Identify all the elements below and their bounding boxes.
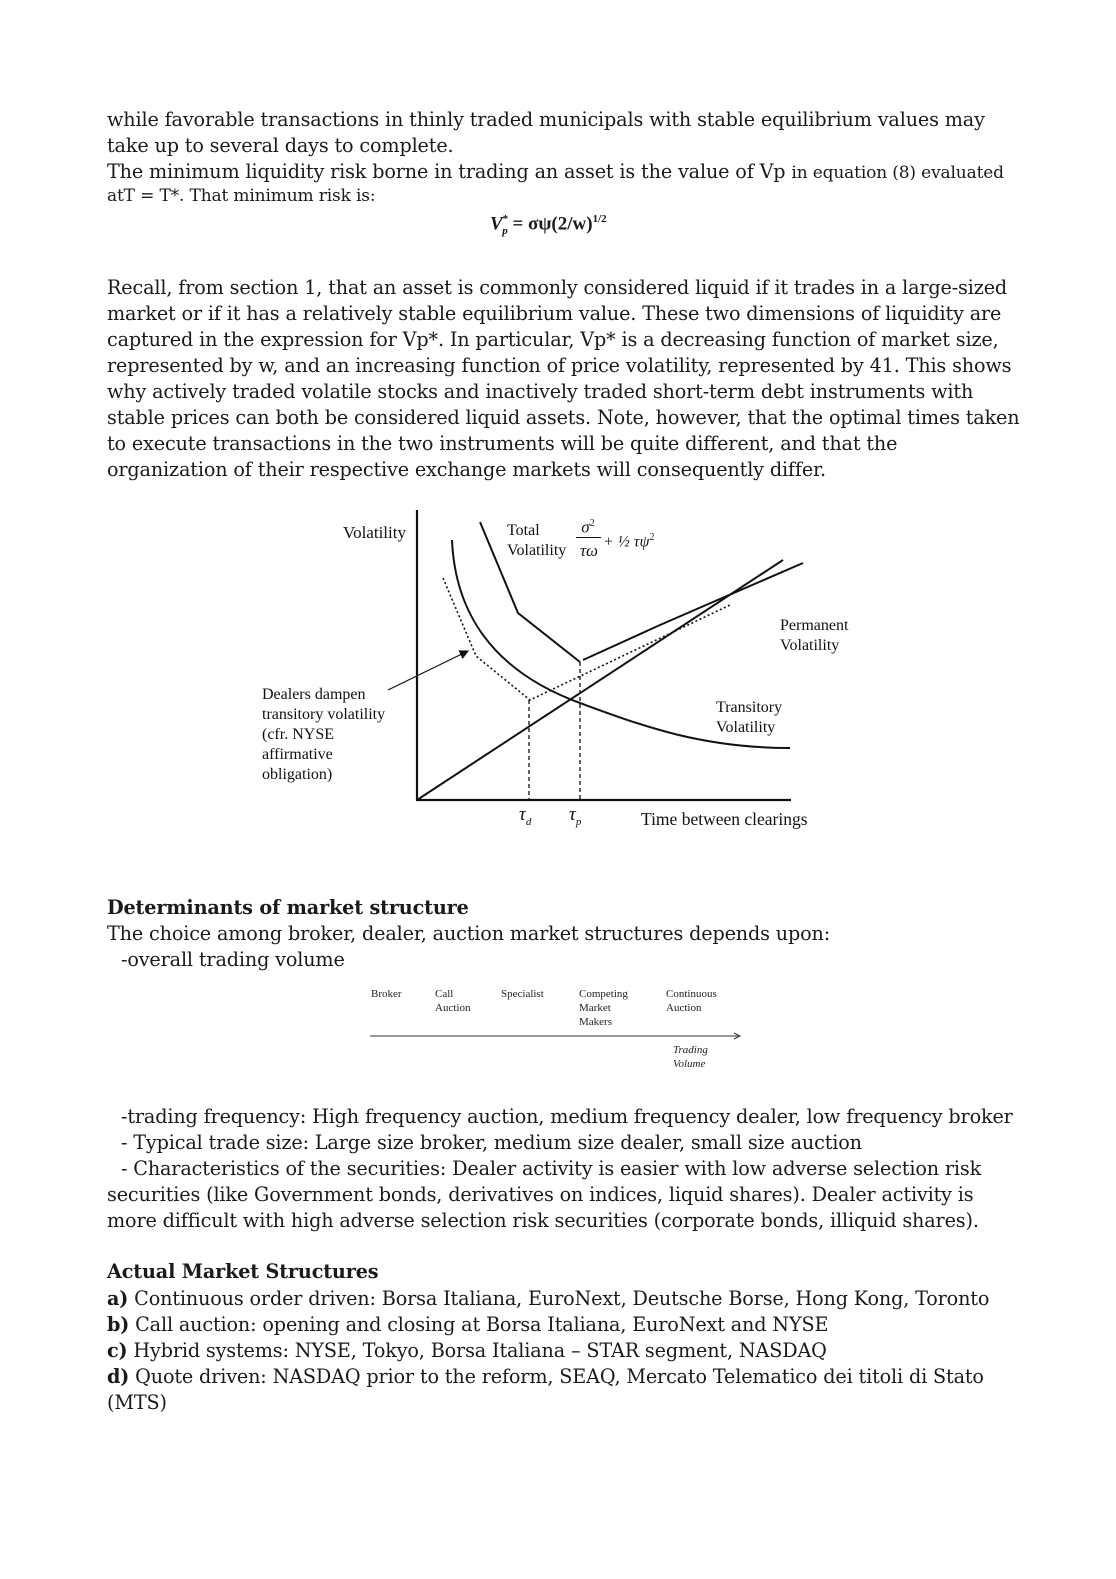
item-marker: a) — [107, 1287, 129, 1310]
volume-axis-label — [673, 1043, 708, 1071]
eq-lhs-sup: * — [502, 213, 509, 225]
actual-item — [107, 1338, 1007, 1364]
determinant-characteristics-2: securities (like Government bonds, derivatives on indices, liquid shares). Dealer activity is — [107, 1183, 974, 1206]
eq-rhs: = σψ(2/w) — [507, 213, 593, 235]
stage-label: Call — [435, 988, 454, 1000]
volume-axis — [368, 1030, 748, 1042]
actual-item — [107, 1364, 1007, 1390]
recall-line: captured in the expression for Vp*. In particular, Vp* is a decreasing function of market size, — [107, 328, 999, 351]
stage-label: Market — [579, 1002, 611, 1014]
eq-lhs-sub: p — [502, 225, 508, 238]
tau-p-symbol: τ — [569, 804, 576, 825]
permanent-volatility-label-1: Permanent — [780, 617, 849, 634]
tau-p-label — [569, 805, 581, 832]
determinant-characteristics-1: - Characteristics of the securities: Dealer activity is easier with low adverse selection risk — [121, 1157, 982, 1180]
y-axis-label: Volatility — [343, 523, 406, 542]
stage-label: Makers — [579, 1016, 612, 1028]
total-volatility-right — [583, 563, 803, 660]
formula-sigma: σ — [581, 517, 590, 537]
volume-stage-specialist — [501, 987, 544, 1001]
actual-item — [107, 1312, 1007, 1338]
axis-label-line: Volume — [673, 1058, 706, 1070]
stage-label: Broker — [371, 988, 402, 1000]
min-risk-text: The minimum liquidity risk borne in trading an asset is the value of Vp — [107, 160, 792, 183]
stage-label: Auction — [666, 1002, 702, 1014]
actual-item — [107, 1286, 1007, 1312]
dealer-note-line: transitory volatility — [262, 706, 386, 723]
determinants-heading: Determinants of market structure — [107, 896, 469, 919]
determinants-intro: The choice among broker, dealer, auction market structures depends upon: — [107, 922, 831, 945]
recall-line: why actively traded volatile stocks and inactively traded short-term debt instruments with — [107, 380, 974, 403]
x-axis-label: Time between clearings — [641, 809, 808, 829]
eq-rhs-sup: 1/2 — [592, 213, 607, 225]
intro-line-1: while favorable transactions in thinly traded municipals with stable equilibrium values may — [107, 108, 985, 131]
determinant-frequency: -trading frequency: High frequency auction, medium frequency dealer, low frequency broker — [121, 1105, 1013, 1128]
recall-line: to execute transactions in the two instruments will be quite different, and that the — [107, 432, 898, 455]
eq-lhs: V — [490, 213, 503, 235]
dealer-note-line: (cfr. NYSE — [262, 726, 334, 743]
stage-label: Auction — [435, 1002, 471, 1014]
item-marker: d) — [107, 1365, 130, 1388]
transitory-volatility-label-2: Volatility — [716, 719, 776, 736]
tau-d-symbol: τ — [519, 804, 526, 825]
tau-d-sub: d — [525, 815, 532, 828]
transitory-volatility-label-1: Transitory — [716, 699, 783, 716]
actual-item-d-continuation: (MTS) — [107, 1391, 167, 1414]
stage-label: Specialist — [501, 988, 544, 1000]
formula-rest — [603, 528, 654, 552]
min-risk-text-small: in equation (8) evaluated — [791, 163, 1004, 183]
determinant-volume: -overall trading volume — [121, 948, 345, 971]
total-volatility-label-1: Total — [507, 522, 540, 539]
item-marker: b) — [107, 1313, 130, 1336]
actual-heading: Actual Market Structures — [107, 1260, 379, 1283]
recall-line: market or if it has a relatively stable equilibrium value. These two dimensions of liquidity are — [107, 302, 1002, 325]
item-text: Continuous order driven: Borsa Italiana, EuroNext, Deutsche Borse, Hong Kong, Toronto — [128, 1287, 990, 1310]
formula-rest-sup: 2 — [649, 532, 655, 543]
stage-label: Continuous — [666, 988, 717, 1000]
formula-fraction-bar — [576, 537, 601, 538]
formula-num-sup: 2 — [589, 518, 595, 529]
stage-label: Competing — [579, 988, 628, 1000]
axis-label-line: Trading — [673, 1044, 708, 1056]
volume-stage-broker — [371, 987, 402, 1001]
dealer-note-line: obligation) — [262, 766, 333, 783]
recall-line: stable prices can both be considered liquid assets. Note, however, that the optimal times taken — [107, 406, 1020, 429]
tau-d-label — [519, 805, 531, 832]
intro-line-2: take up to several days to complete. — [107, 134, 454, 157]
determinant-size: - Typical trade size: Large size broker, medium size dealer, small size auction — [121, 1131, 862, 1154]
determinant-characteristics-3: more difficult with high adverse selection risk securities (corporate bonds, illiquid shares). — [107, 1209, 979, 1232]
volume-stage-call-auction — [435, 987, 470, 1015]
permanent-volatility-label-2: Volatility — [780, 637, 840, 654]
dealer-note-line: affirmative — [262, 746, 333, 763]
item-marker: c) — [107, 1339, 128, 1362]
dealer-note-arrow — [388, 651, 468, 690]
formula-rest-text: + ½ τψ — [603, 533, 650, 551]
min-risk-line-2: atT = T*. That minimum risk is: — [107, 186, 376, 206]
item-text: Call auction: opening and closing at Borsa Italiana, EuroNext and NYSE — [129, 1313, 829, 1336]
item-text: Hybrid systems: NYSE, Tokyo, Borsa Italiana – STAR segment, NASDAQ — [127, 1339, 827, 1362]
total-volatility-label-2: Volatility — [507, 542, 567, 559]
recall-line: Recall, from section 1, that an asset is commonly considered liquid if it trades in a large-sized — [107, 276, 1008, 299]
item-text: Quote driven: NASDAQ prior to the reform, SEAQ, Mercato Telematico dei titoli di Stato — [129, 1365, 984, 1388]
formula-denominator: τω — [579, 541, 599, 560]
formula-numerator — [576, 514, 600, 538]
dealer-note-line: Dealers dampen — [262, 686, 366, 703]
volume-stage-continuous-auction — [666, 987, 717, 1015]
volume-stage-competing-market-makers — [579, 987, 628, 1029]
recall-line: represented by w, and an increasing function of price volatility, represented by 41. This shows — [107, 354, 1012, 377]
tau-p-sub: p — [575, 815, 582, 828]
recall-line: organization of their respective exchange markets will consequently differ. — [107, 458, 826, 481]
